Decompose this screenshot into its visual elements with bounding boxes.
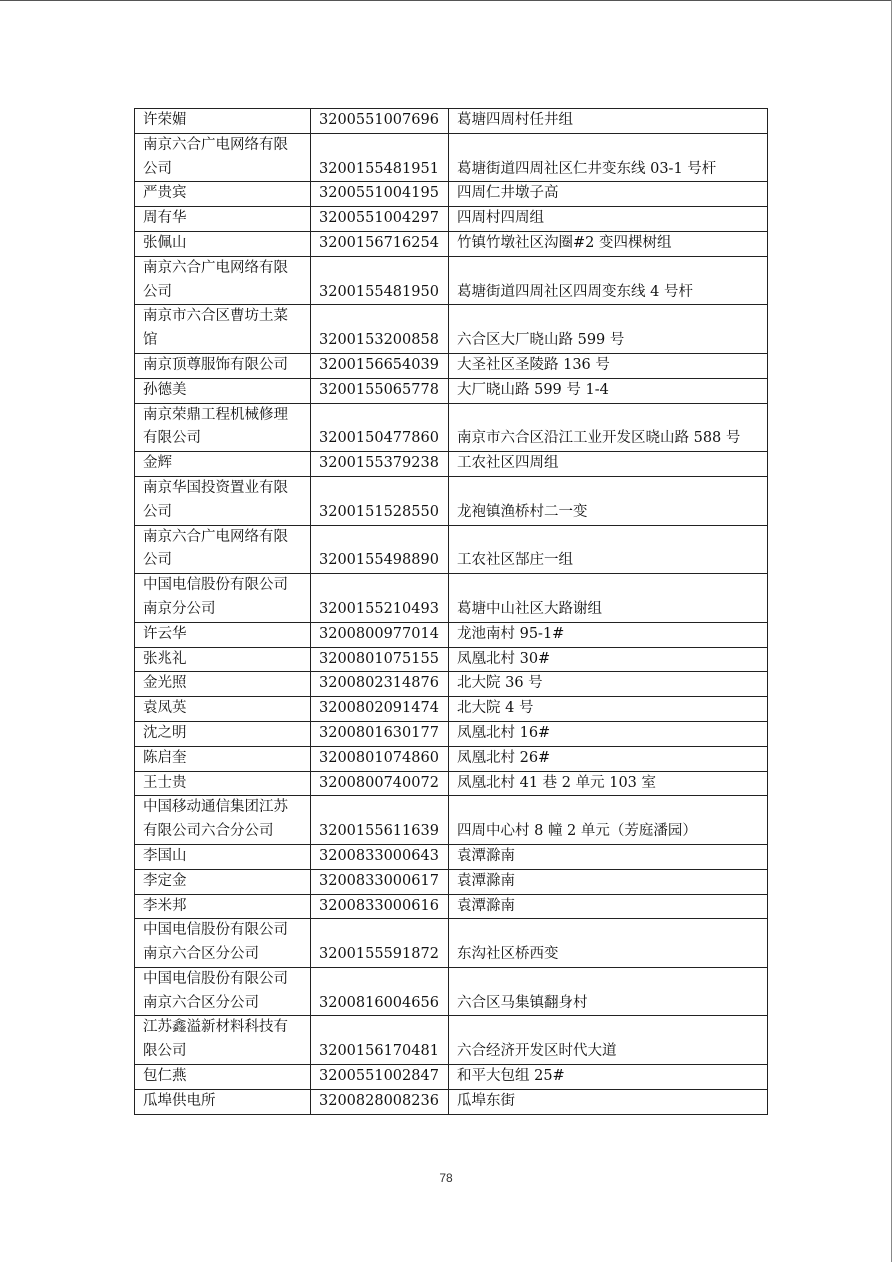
table-row: [135, 182, 768, 207]
account-id-cell: 3200156170481: [311, 1016, 449, 1065]
table-row: [135, 476, 768, 525]
address-cell: 工农社区四周组: [449, 452, 768, 477]
account-id-cell: 3200155379238: [311, 452, 449, 477]
name-cell: 严贵宾: [135, 182, 311, 207]
name-cell: 陈启奎: [135, 746, 311, 771]
name-cell: 李定金: [135, 869, 311, 894]
name-cell: 王士贵: [135, 771, 311, 796]
table-row: [135, 231, 768, 256]
name-cell: 南京六合广电网络有限公司: [135, 525, 311, 574]
table-row: [135, 403, 768, 452]
table-row: [135, 721, 768, 746]
address-cell: 大圣社区圣陵路 136 号: [449, 353, 768, 378]
table-row: [135, 697, 768, 722]
table-row: [135, 622, 768, 647]
account-id-cell: 3200155611639: [311, 796, 449, 845]
table-row: [135, 746, 768, 771]
name-cell: 李国山: [135, 844, 311, 869]
address-cell: 龙袍镇渔桥村二一变: [449, 476, 768, 525]
address-cell: 六合区马集镇翻身村: [449, 967, 768, 1016]
account-id-cell: 3200153200858: [311, 305, 449, 354]
account-id-cell: 3200801075155: [311, 647, 449, 672]
table-row: [135, 844, 768, 869]
table-row: [135, 647, 768, 672]
address-cell: 凤凰北村 26#: [449, 746, 768, 771]
table-row: [135, 133, 768, 182]
name-cell: 中国移动通信集团江苏有限公司六合分公司: [135, 796, 311, 845]
account-id-cell: 3200156716254: [311, 231, 449, 256]
address-cell: 凤凰北村 41 巷 2 单元 103 室: [449, 771, 768, 796]
table-row: [135, 1089, 768, 1114]
name-cell: 南京六合广电网络有限公司: [135, 256, 311, 305]
account-id-cell: 3200816004656: [311, 967, 449, 1016]
account-id-cell: 3200155481951: [311, 133, 449, 182]
name-cell: 南京华国投资置业有限公司: [135, 476, 311, 525]
table-row: [135, 109, 768, 134]
account-id-cell: 3200800740072: [311, 771, 449, 796]
table-row: [135, 1065, 768, 1090]
address-cell: 北大院 36 号: [449, 672, 768, 697]
account-id-cell: 3200155065778: [311, 378, 449, 403]
records-table-body: [135, 109, 768, 1115]
table-row: [135, 894, 768, 919]
name-cell: 中国电信股份有限公司南京分公司: [135, 574, 311, 623]
name-cell: 金辉: [135, 452, 311, 477]
account-id-cell: 3200800977014: [311, 622, 449, 647]
table-row: [135, 525, 768, 574]
name-cell: 李米邦: [135, 894, 311, 919]
page-top-border: [0, 0, 892, 1]
table-row: [135, 869, 768, 894]
address-cell: 竹镇竹墩社区沟圈#2 变四棵树组: [449, 231, 768, 256]
table-row: [135, 796, 768, 845]
account-id-cell: 3200155210493: [311, 574, 449, 623]
account-id-cell: 3200151528550: [311, 476, 449, 525]
name-cell: 南京市六合区曹坊土菜馆: [135, 305, 311, 354]
name-cell: 金光照: [135, 672, 311, 697]
account-id-cell: 3200828008236: [311, 1089, 449, 1114]
table-row: [135, 771, 768, 796]
account-id-cell: 3200802091474: [311, 697, 449, 722]
account-id-cell: 3200551007696: [311, 109, 449, 134]
name-cell: 沈之明: [135, 721, 311, 746]
address-cell: 龙池南村 95-1#: [449, 622, 768, 647]
name-cell: 张兆礼: [135, 647, 311, 672]
name-cell: 孙德美: [135, 378, 311, 403]
table-row: [135, 574, 768, 623]
table-row: [135, 452, 768, 477]
table-row: [135, 207, 768, 232]
table-row: [135, 256, 768, 305]
name-cell: 南京荣鼎工程机械修理有限公司: [135, 403, 311, 452]
address-cell: 瓜埠东街: [449, 1089, 768, 1114]
address-cell: 南京市六合区沿江工业开发区晓山路 588 号: [449, 403, 768, 452]
address-cell: 六合经济开发区时代大道: [449, 1016, 768, 1065]
address-cell: 葛塘街道四周社区仁井变东线 03-1 号杆: [449, 133, 768, 182]
name-cell: 瓜埠供电所: [135, 1089, 311, 1114]
account-id-cell: 3200801630177: [311, 721, 449, 746]
address-cell: 六合区大厂晓山路 599 号: [449, 305, 768, 354]
name-cell: 中国电信股份有限公司南京六合区分公司: [135, 919, 311, 968]
table-row: [135, 672, 768, 697]
name-cell: 袁凤英: [135, 697, 311, 722]
address-cell: 凤凰北村 30#: [449, 647, 768, 672]
records-table: [134, 108, 768, 1115]
account-id-cell: 3200551002847: [311, 1065, 449, 1090]
address-cell: 凤凰北村 16#: [449, 721, 768, 746]
name-cell: 包仁燕: [135, 1065, 311, 1090]
table-row: [135, 1016, 768, 1065]
account-id-cell: 3200150477860: [311, 403, 449, 452]
table-row: [135, 967, 768, 1016]
address-cell: 四周村四周组: [449, 207, 768, 232]
name-cell: 许荣媚: [135, 109, 311, 134]
address-cell: 葛塘街道四周社区四周变东线 4 号杆: [449, 256, 768, 305]
table-row: [135, 353, 768, 378]
address-cell: 袁潭滁南: [449, 894, 768, 919]
address-cell: 东沟社区桥西变: [449, 919, 768, 968]
name-cell: 中国电信股份有限公司南京六合区分公司: [135, 967, 311, 1016]
address-cell: 四周中心村 8 幢 2 单元（芳庭潘园）: [449, 796, 768, 845]
name-cell: 周有华: [135, 207, 311, 232]
account-id-cell: 3200155481950: [311, 256, 449, 305]
name-cell: 南京六合广电网络有限公司: [135, 133, 311, 182]
account-id-cell: 3200801074860: [311, 746, 449, 771]
address-cell: 袁潭滁南: [449, 869, 768, 894]
address-cell: 工农社区郜庄一组: [449, 525, 768, 574]
page-number: 78: [439, 1171, 453, 1185]
name-cell: 南京顶尊服饰有限公司: [135, 353, 311, 378]
address-cell: 葛塘中山社区大路谢组: [449, 574, 768, 623]
address-cell: 袁潭滁南: [449, 844, 768, 869]
account-id-cell: 3200155591872: [311, 919, 449, 968]
address-cell: 和平大包组 25#: [449, 1065, 768, 1090]
account-id-cell: 3200551004297: [311, 207, 449, 232]
name-cell: 江苏鑫溢新材料科技有限公司: [135, 1016, 311, 1065]
account-id-cell: 3200802314876: [311, 672, 449, 697]
account-id-cell: 3200833000643: [311, 844, 449, 869]
table-row: [135, 305, 768, 354]
name-cell: 张佩山: [135, 231, 311, 256]
account-id-cell: 3200156654039: [311, 353, 449, 378]
address-cell: 四周仁井墩子高: [449, 182, 768, 207]
account-id-cell: 3200551004195: [311, 182, 449, 207]
name-cell: 许云华: [135, 622, 311, 647]
table-row: [135, 378, 768, 403]
address-cell: 大厂晓山路 599 号 1-4: [449, 378, 768, 403]
address-cell: 葛塘四周村任井组: [449, 109, 768, 134]
account-id-cell: 3200833000616: [311, 894, 449, 919]
account-id-cell: 3200155498890: [311, 525, 449, 574]
account-id-cell: 3200833000617: [311, 869, 449, 894]
table-row: [135, 919, 768, 968]
address-cell: 北大院 4 号: [449, 697, 768, 722]
